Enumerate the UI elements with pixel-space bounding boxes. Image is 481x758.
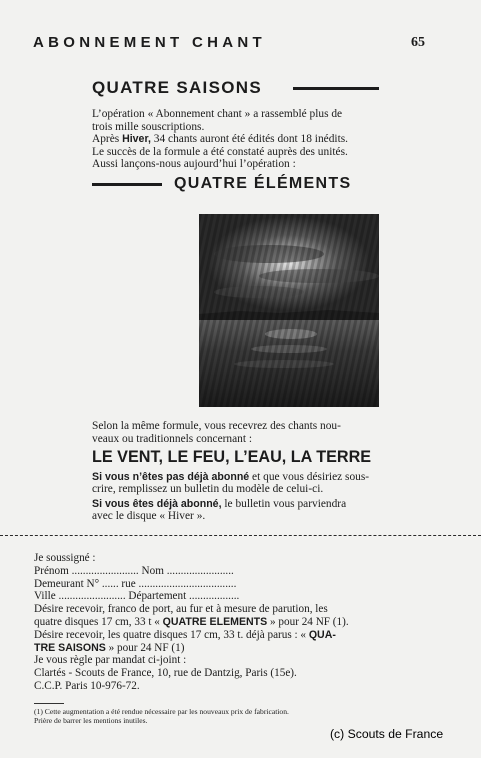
text-line: crire, remplissez un bulletin du modèle de celui-ci. bbox=[92, 483, 324, 496]
text-line bbox=[92, 498, 346, 510]
form-line bbox=[34, 629, 349, 642]
text-fragment: quatre disques 17 cm, 33 t « bbox=[34, 615, 163, 628]
text-fragment: 34 chants auront été édités dont 18 inédits. bbox=[153, 133, 349, 146]
text-fragment: et que vous désiriez sous- bbox=[249, 471, 370, 483]
sunset-photo bbox=[199, 214, 379, 407]
heading-rule bbox=[293, 87, 379, 90]
form-line: Je soussigné : bbox=[34, 552, 96, 564]
emphasis-hiver: Hiver, bbox=[122, 133, 151, 146]
form-field-address: Demeurant N° ...... rue ................................... bbox=[34, 577, 237, 590]
formula-paragraph bbox=[92, 420, 341, 445]
page-header bbox=[0, 34, 481, 56]
cut-line bbox=[0, 535, 481, 536]
text-fragment: Après bbox=[92, 133, 120, 146]
sunset-photo-image bbox=[199, 214, 379, 407]
order-form bbox=[34, 552, 349, 693]
page-number: 65 bbox=[411, 35, 425, 50]
text-line: Le succès de la formule a été constaté auprès des unités. bbox=[92, 145, 348, 158]
emphasis-qua: QUA- bbox=[308, 628, 336, 641]
intro-paragraph bbox=[92, 108, 348, 171]
footnote-line: (1) Cette augmentation a été rendue nécessaire par les nouveaux prix de fabrication. bbox=[34, 707, 289, 716]
form-line: Clartés - Scouts de France, 10, rue de Dantzig, Paris (15e). bbox=[34, 667, 297, 680]
subscriber-paragraph bbox=[92, 498, 346, 523]
form-line bbox=[34, 616, 349, 629]
text-line: Selon la même formule, vous recevrez des chants nou- bbox=[92, 420, 341, 432]
text-line bbox=[92, 471, 369, 483]
heading-quatre-saisons: QUATRE SAISONS bbox=[92, 78, 262, 97]
emphasis-not-subscribed: Si vous n’êtes pas déjà abonné bbox=[92, 471, 250, 483]
elements-heading: LE VENT, LE FEU, L’EAU, LA TERRE bbox=[92, 448, 372, 466]
copyright-watermark: (c) Scouts de France bbox=[330, 727, 444, 741]
form-field-name: Prénom ........................ Nom ........................ bbox=[34, 564, 234, 577]
footnote-rule bbox=[34, 703, 64, 704]
page-title: ABONNEMENT CHANT bbox=[33, 34, 266, 51]
heading-rule bbox=[92, 183, 162, 186]
text-line: veaux ou traditionnels concernant : bbox=[92, 432, 253, 445]
footnote bbox=[34, 707, 289, 725]
footnote-line: Prière de barrer les mentions inutiles. bbox=[34, 716, 148, 725]
text-line: avec le disque « Hiver ». bbox=[92, 510, 206, 523]
form-line: C.C.P. Paris 10-976-72. bbox=[34, 679, 140, 692]
form-line: Désire recevoir, franco de port, au fur et à mesure de parution, les bbox=[34, 603, 328, 616]
text-fragment: le bulletin vous parviendra bbox=[221, 498, 347, 510]
form-line bbox=[34, 642, 349, 655]
emphasis-quatre-elements: QUATRE ELEMENTS bbox=[162, 615, 268, 628]
text-line: L’opération « Abonnement chant » a rassemblé plus de bbox=[92, 108, 343, 120]
text-line: trois mille souscriptions. bbox=[92, 120, 205, 133]
text-fragment: Désire recevoir, les quatre disques 17 cm, 33 t. déjà parus : « bbox=[34, 628, 309, 641]
emphasis-subscribed: Si vous êtes déjà abonné, bbox=[92, 498, 222, 510]
heading-quatre-elements: QUATRE ÉLÉMENTS bbox=[174, 175, 352, 192]
text-line: Aussi lançons-nous aujourd’hui l’opération : bbox=[92, 158, 296, 171]
text-line bbox=[92, 133, 348, 146]
subscription-paragraph bbox=[92, 471, 369, 496]
text-fragment: » pour 24 NF (1) bbox=[105, 641, 185, 654]
form-line: Je vous règle par mandat ci-joint : bbox=[34, 654, 187, 667]
emphasis-tre-saisons: TRE SAISONS bbox=[34, 641, 106, 654]
form-field-city: Ville ........................ Département .................. bbox=[34, 590, 240, 603]
text-fragment: » pour 24 NF (1). bbox=[267, 615, 349, 628]
